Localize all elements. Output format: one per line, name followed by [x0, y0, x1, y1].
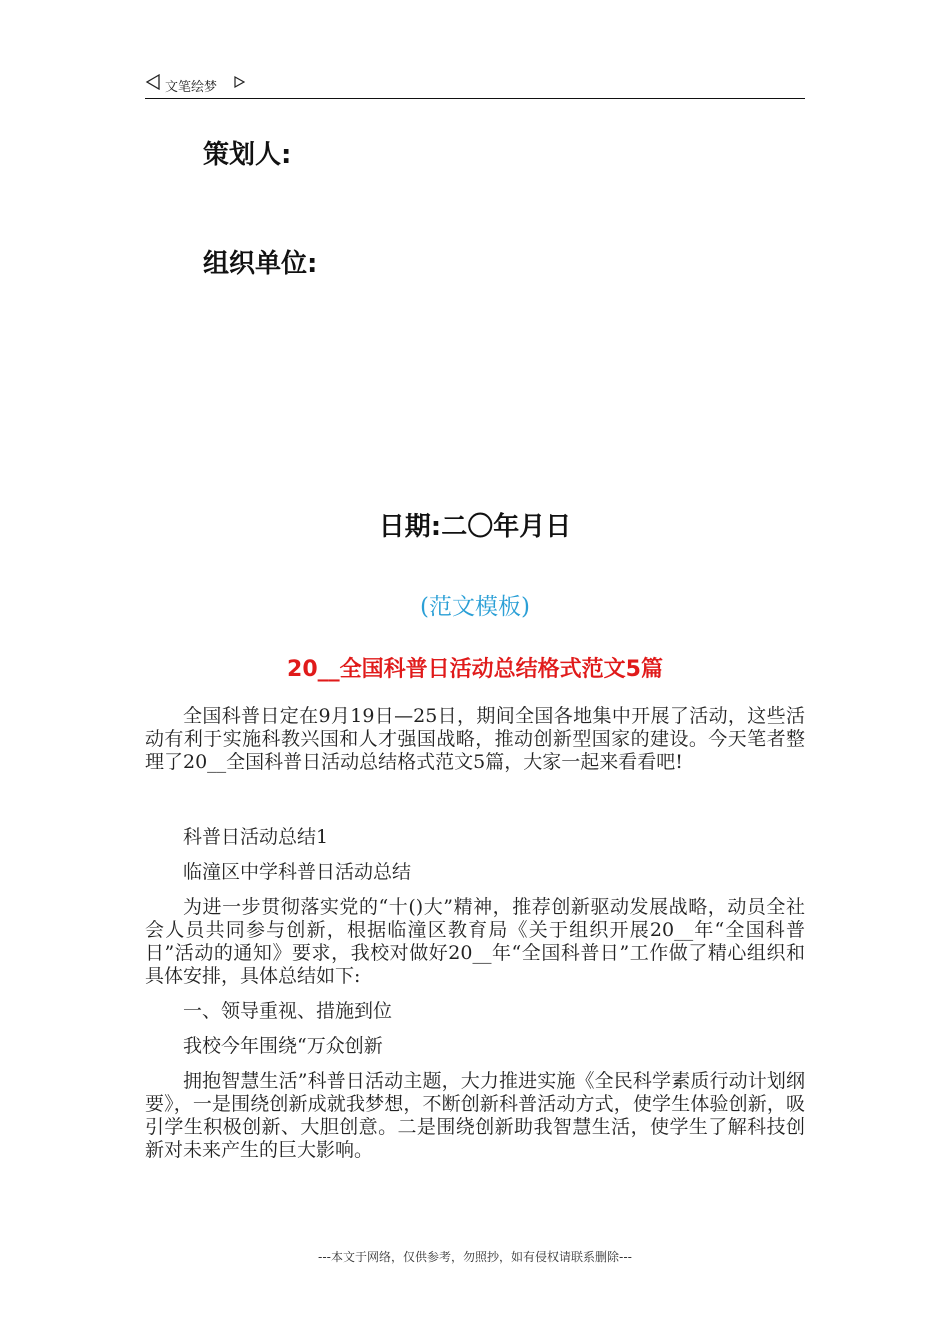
date-label: 日期:二〇年月日 — [378, 512, 572, 542]
planner-label: 策划人: — [203, 140, 292, 170]
point-heading: 一、领导重视、措施到位 — [183, 1000, 393, 1022]
theme-line: 我校今年围绕“万众创新 — [183, 1035, 383, 1057]
header-rule — [145, 98, 805, 99]
organization-label: 组织单位: — [203, 249, 318, 279]
intro-paragraph: 全国科普日定在9月19日—25日，期间全国各地集中开展了活动，这些活动有利于实施科教兴国和人才强国战略，推动创新型国家的建设。今天笔者整理了20__全国科普日活动总结格式范文5篇，大家一起来看看吧! — [145, 705, 805, 773]
triangle-left-icon — [145, 74, 161, 90]
document-title: 20__全国科普日活动总结格式范文5篇 — [287, 657, 663, 682]
paragraph: 拥抱智慧生活”科普日活动主题，大力推进实施《全民科学素质行动计划纲要》，一是围绕创新成就我梦想，不断创新科普活动方式，使学生体验创新，吸引学生积极创新、大胆创意。二是围绕创新助我智慧生活，使学生了解科技创新对未来产生的巨大影响。 — [145, 1070, 805, 1161]
triangle-right-icon — [233, 76, 245, 88]
page-header — [145, 72, 805, 98]
header-brand: 文笔绘梦 — [165, 80, 218, 95]
template-tag: (范文模板) — [420, 594, 530, 620]
section-subheading: 临潼区中学科普日活动总结 — [183, 861, 412, 883]
footer-disclaimer: ---本文于网络，仅供参考，勿照抄，如有侵权请联系删除--- — [318, 1250, 632, 1264]
section-heading: 科普日活动总结1 — [183, 826, 329, 848]
document-body — [145, 705, 805, 1162]
paragraph: 为进一步贯彻落实党的“十()大”精神，推荐创新驱动发展战略，动员全社会人员共同参与创新，根据临潼区教育局《关于组织开展20__年“全国科普日”活动的通知》要求，我校对做好20__年“全国科普日”工作做了精心组织和具体安排，具体总结如下: — [145, 896, 805, 987]
